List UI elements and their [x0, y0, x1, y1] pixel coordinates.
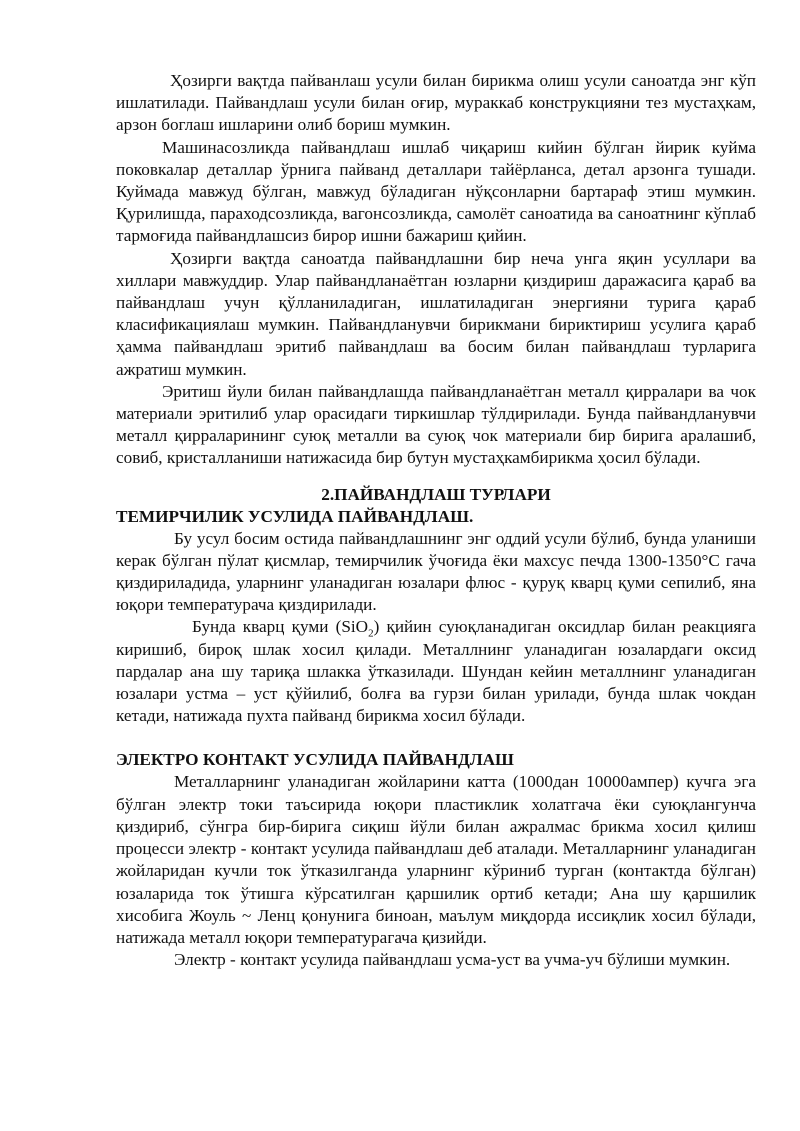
subheading-forge-welding: ТЕМИРЧИЛИК УСУЛИДА ПАЙВАНДЛАШ.: [116, 506, 474, 526]
subheading-electro-contact-welding: ЭЛЕКТРО КОНТАКТ УСУЛИДА ПАЙВАНДЛАШ: [116, 750, 514, 770]
text-fragment: ) қийин суюқланадиган оксидлар билан реакцияга киришиб, бироқ шлак хосил қилади. Металлнинг уланадиган юзалардаги оксид пардалар ана шу тариқа шлакка ўтказилади. Шундан кейин металлнинг уланадиган юзалари устма – уст қўйилиб, болға ва гурзи билан урилади, бунда шлак чокдан кетади, натижада пухта пайванд бирикма хосил бўлади.: [116, 617, 757, 726]
paragraph-fusion-welding: Эритиш йули билан пайвандлашда пайвандланаётган металл қирралари ва чок материали эритилиб улар орасидаги тиркишлар тўлдирилади. Бунда пайвандланувчи металл қирраларининг суюқ металли ва суюқ чок материали бир бирига аралашиб, совиб, кристалланиши натижасида бир бутун мустаҳкамбирикма ҳосил бўлади.: [116, 381, 756, 468]
document-page: [116, 70, 756, 971]
paragraph-electro-contact-2: Электр - контакт усулида пайвандлаш усма-уст ва учма-уч бўлиши мумкин.: [174, 950, 731, 970]
paragraph-forge-welding-2: [116, 616, 756, 727]
text-fragment: Бунда кварц қуми (SiO: [192, 617, 369, 637]
paragraph-machine-building: Машинасозликда пайвандлаш ишлаб чиқариш кийин бўлган йирик куйма поковкалар деталлар ўрнига пайванд деталлари тайёрланса, детал арзонга тушади. Куймада мавжуд бўлган, мавжуд бўладиган нўқсонларни бартараф этиш мумкин. Қурилишда, параходсозликда, вагонсозликда, самолёт саноатида ва саноатнинг кўплаб тармоғида пайвандлашсиз бирор ишни бажариш қийин.: [116, 137, 756, 246]
paragraph-intro: Ҳозирги вақтда пайванлаш усули билан бирикма олиш усули саноатда энг кўп ишлатилади. Пайвандлаш усули билан оғир, мураккаб конструкцияни тез мустаҳкам, арзон боглаш ишларини олиб бориш мумкин.: [116, 71, 756, 135]
paragraph-classification: Ҳозирги вақтда саноатда пайвандлашни бир неча унга яқин усуллари ва хиллари мавжуддир. Улар пайвандланаётган юзларни қиздириш даражасига қараб ва пайвандлаш учун қўлланиладиган, ишлатиладиган энергияни турига қараб класификациялаш мумкин. Пайвандланувчи бирикмани бириктириш усулига қараб ҳамма пайвандлаш эритиб пайвандлаш ва босим билан пайвандлаш турларига ажратиш мумкин.: [116, 248, 756, 379]
spacer: [116, 727, 756, 749]
paragraph-electro-contact-1: Металларнинг уланадиган жойларини катта (1000дан 10000ампер) кучга эга бўлган электр токи таъсирида юқори пластиклик холатгача ёки суюқлангунча қиздириб, сўнгра бир-бирига сиқиш йўли билан ажралмас брикма хосил қилиш процесси электр - контакт усулида пайвандлаш деб аталади. Металларнинг уланадиган жойларидан кучли ток ўтказилганда уларнинг кўриниб турган (контактда бўлган) юзаларида ток ўтишга кўрсатилган қаршилик ортиб кетади; Ана шу қаршилик хисобига Жоуль ~ Ленц қонунига биноан, маълум миқдорда иссиқлик хосил бўлади, натижада металл юқори температурагача қизийди.: [116, 772, 756, 947]
spacer: [116, 470, 756, 484]
subscript: 2: [368, 627, 374, 640]
section-heading-welding-types: 2.ПАЙВАНДЛАШ ТУРЛАРИ: [321, 484, 551, 504]
paragraph-forge-welding-1: Бу усул босим остида пайвандлашнинг энг оддий усули бўлиб, бунда уланиши керак бўлган пўлат қисмлар, темирчилик ўчоғида ёки махсус печда 1300-1350°С гача қиздириладида, уларнинг уланадиган юзалари флюс - қуруқ кварц қуми сепилиб, яна юқори температурача қиздирилади.: [116, 528, 756, 615]
